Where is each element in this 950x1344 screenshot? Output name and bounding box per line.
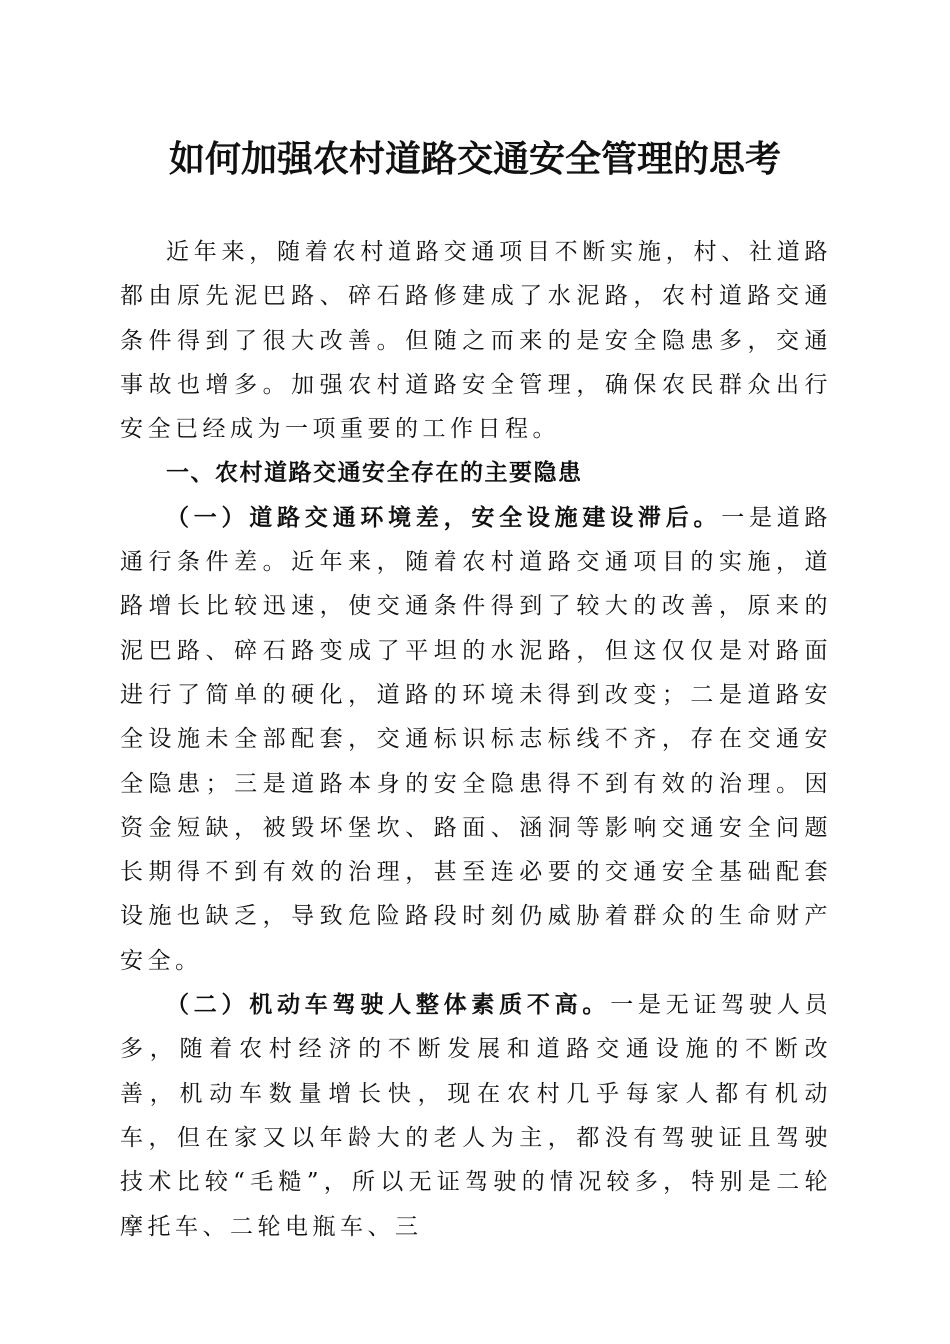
- document-body: [120, 230, 832, 1249]
- intro-paragraph: 近年来，随着农村道路交通项目不断实施，村、社道路都由原先泥巴路、碎石路修建成了水泥路，农村道路交通条件得到了很大改善。但随之而来的是安全隐患多，交通事故也增多。加强农村道路安全管理，确保农民群众出行安全已经成为一项重要的工作日程。: [120, 239, 832, 443]
- subsection-paragraph-2: [120, 983, 832, 1249]
- document-title: 如何加强农村道路交通安全管理的思考: [168, 138, 781, 180]
- section-heading-1: 一、农村道路交通安全存在的主要隐患: [166, 460, 583, 487]
- subsection-heading-1: （一）道路交通环境差，安全设施建设滞后。: [166, 503, 722, 531]
- subsection-heading-2: （二）机动车驾驶人整体素质不高。: [166, 991, 611, 1019]
- subsection-paragraph-1: [120, 496, 832, 983]
- subsection-text-2: 一是无证驾驶人员多，随着农村经济的不断发展和道路交通设施的不断改善，机动车数量增长快，现在农村几乎每家人都有机动车，但在家又以年龄大的老人为主，都没有驾驶证且驾驶技术比较“毛糙”，所以无证驾驶的情况较多，特别是二轮摩托车、二轮电瓶车、三: [120, 992, 833, 1240]
- subsection-text-1: 一是道路通行条件差。近年来，随着农村道路交通项目的实施，道路增长比较迅速，使交通条件得到了较大的改善，原来的泥巴路、碎石路变成了平坦的水泥路，但这仅仅是对路面进行了简单的硬化，道路的环境未得到改变；二是道路安全设施未全部配套，交通标识标志标线不齐，存在交通安全隐患；三是道路本身的安全隐患得不到有效的治理。因资金短缺，被毁坏堡坎、路面、涵洞等影响交通安全问题长期得不到有效的治理，甚至连必要的交通安全基础配套设施也缺乏，导致危险路段时刻仍威胁着群众的生命财产安全。: [120, 504, 833, 974]
